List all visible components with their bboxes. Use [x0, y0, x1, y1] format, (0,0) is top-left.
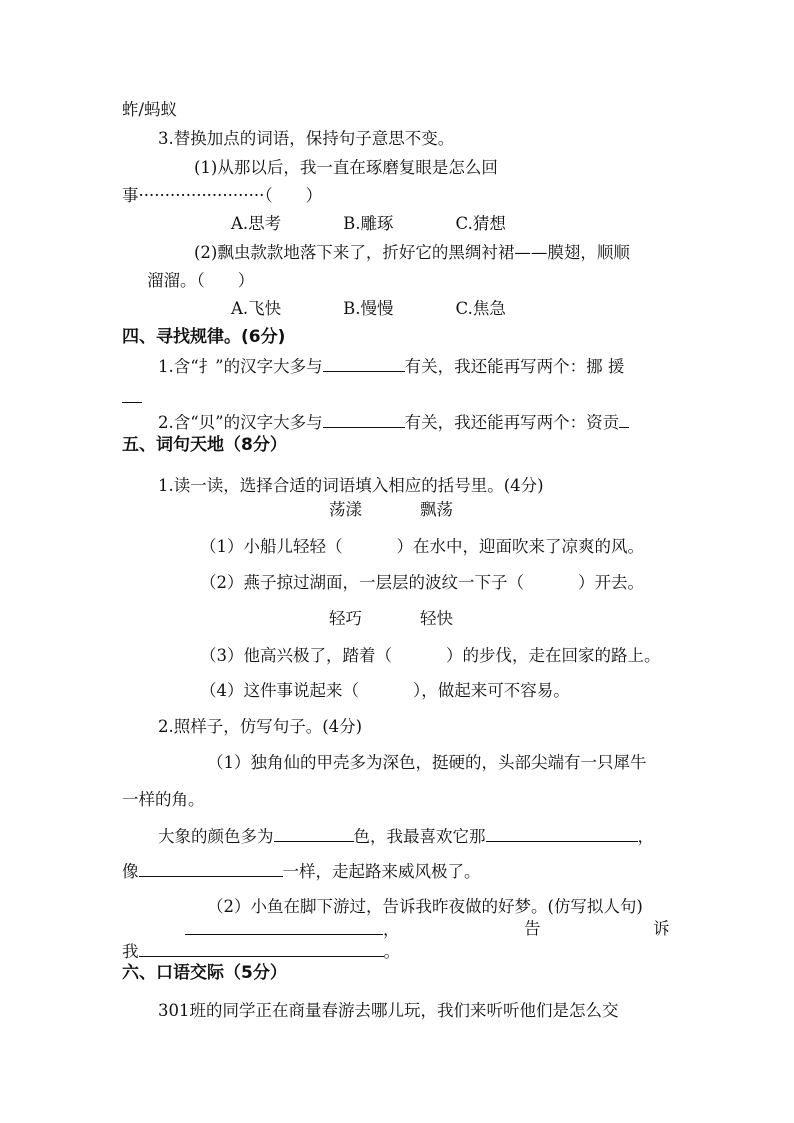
answer-blank[interactable] [185, 918, 383, 935]
word: 荡漾 [329, 500, 362, 519]
example-sentence-2: （2）小鱼在脚下游过，告诉我昨夜做的好梦。(仿写拟人句) [207, 897, 643, 916]
text: 事 [122, 186, 139, 205]
section-5-heading: 五、词句天地（8分） [122, 435, 287, 455]
option-a: A.飞快 [231, 299, 282, 318]
question-3-1: (1)从那以后，我一直在琢磨复眼是怎么回 [194, 158, 498, 177]
word: 轻巧 [329, 609, 362, 628]
section-5-q1: 1.读一读，选择合适的词语填入相应的括号里。(4分) [158, 476, 544, 495]
options-row [231, 298, 506, 320]
section-6-text: 301班的同学正在商量春游去哪儿玩，我们来听听他们是怎么交 [158, 1001, 619, 1020]
section-4-q1-blank [122, 386, 142, 409]
option-b: B.慢慢 [343, 299, 394, 318]
option-a: A.思考 [231, 214, 282, 233]
question-3-2-cont: 溜溜。（ ） [147, 271, 255, 290]
section-6-heading: 六、口语交际（5分） [122, 963, 287, 983]
word-choices [329, 499, 453, 521]
option-c: C.猜想 [455, 214, 506, 233]
section-4-q2: 2.含“贝”的汉字大多与 有关，我还能再写两个：资贡 [158, 411, 629, 434]
section-4-q1: 1.含“扌”的汉字大多与 有关，我还能再写两个：挪 援 [158, 357, 625, 376]
text: 告 [524, 919, 541, 938]
section-5-q1-1: （1）小船儿轻轻（ ）在水中，迎面吹来了凉爽的风。 [200, 537, 644, 556]
answer-blank[interactable] [486, 825, 638, 842]
answer-blank[interactable] [122, 386, 142, 403]
question-3-title: 3.替换加点的词语，保持句子意思不变。 [158, 129, 455, 148]
word-choices [329, 608, 453, 630]
text-line: 蚱/蚂蚁 [122, 100, 178, 119]
question-3-1-cont [122, 185, 322, 207]
section-4-heading: 四、寻找规律。(6分) [122, 327, 286, 347]
answer-blank[interactable] [139, 940, 384, 957]
imitation-line-4: 我 。 [122, 942, 400, 961]
answer-blank[interactable] [139, 860, 283, 877]
text: 诉 [653, 919, 670, 938]
section-5-q1-2: （2）燕子掠过湖面，一层层的波纹一下子（ ）开去。 [200, 573, 644, 592]
word: 轻快 [420, 609, 453, 628]
section-5-q1-4: （4）这件事说起来（ ），做起来可不容易。 [200, 681, 570, 700]
section-5-q1-3: （3）他高兴极了，踏着（ ）的步伐，走在回家的路上。 [200, 646, 661, 665]
option-c: C.焦急 [455, 299, 506, 318]
answer-bracket: （ ） [264, 186, 323, 205]
answer-blank[interactable] [274, 825, 354, 842]
imitation-line-3: ， [185, 918, 400, 941]
options-row [231, 213, 506, 235]
example-sentence: （1）独角仙的甲壳多为深色，挺硬的，头部尖端有一只犀牛 [207, 753, 647, 772]
section-5-q2: 2.照样子，仿写句子。(4分) [158, 717, 363, 736]
question-3-2: (2)飘虫款款地落下来了，折好它的黑绸衬裙——膜翅，顺顺 [194, 243, 630, 262]
answer-blank[interactable] [323, 411, 405, 428]
leader-dots: ························ [138, 186, 265, 205]
option-b: B.雕琢 [343, 214, 394, 233]
example-sentence-cont: 一样的角。 [122, 790, 205, 809]
imitation-line-1: 大象的颜色多为 色，我最喜欢它那 ， [158, 827, 654, 846]
answer-blank[interactable] [619, 411, 629, 428]
answer-blank[interactable] [323, 355, 405, 372]
imitation-line-2: 像 一样，走起路来威风极了。 [122, 862, 481, 881]
word: 飘荡 [420, 500, 453, 519]
